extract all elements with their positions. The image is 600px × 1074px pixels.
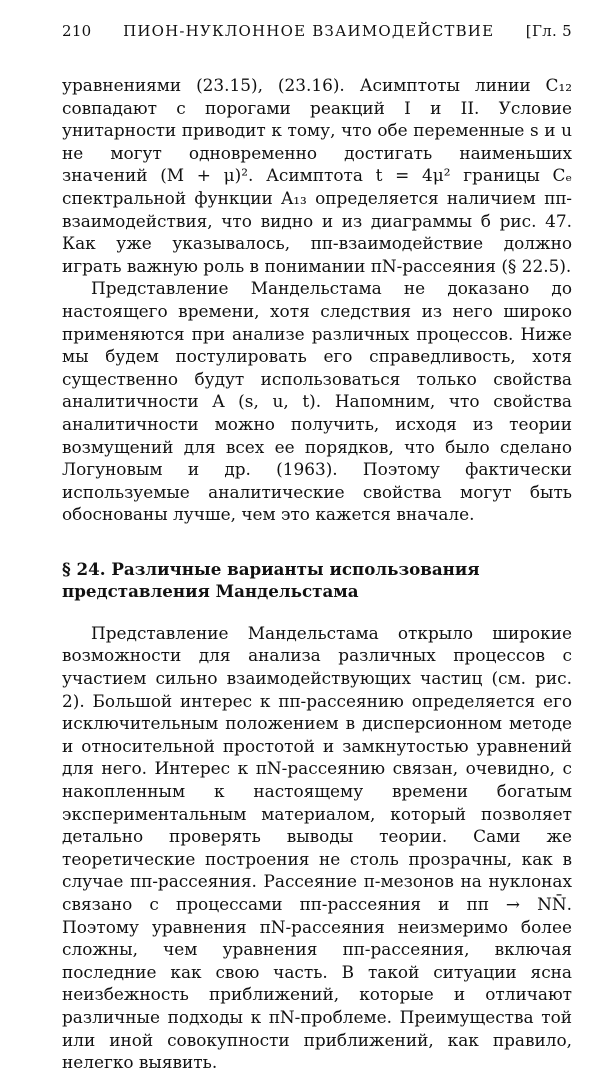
running-head	[62, 22, 572, 46]
paragraph-1: уравнениями (23.15), (23.16). Асимптоты линии C₁₂ совпадают с порогами реакций I и II. Условие унитарности приводит к тому, что обе переменные s и u не могут одновременно достигать наименьших значений (M + μ)². Асимптота t = 4μ² границы Cₑ спектральной функции A₁₃ определяется наличием ππ-взаимодействия, что видно и из диаграммы б рис. 47. Как уже указывалось, ππ-взаимодействие должно играть важную роль в понимании πN-рассеяния (§ 22.5).	[62, 75, 572, 276]
running-title: ПИОН-НУКЛОННОЕ ВЗАИМОДЕЙСТВИЕ	[123, 22, 495, 40]
page-number: 210	[62, 22, 92, 40]
paragraph-3: Представление Мандельстама открыло широкие возможности для анализа различных процессов с участием сильно взаимодействующих частиц (см. рис. 2). Большой интерес к ππ-рассеянию определяется его исключительным положением в дисперсионном методе и относительной простотой и замкнутостью уравнений для него. Интерес к πN-рассеянию связан, очевидно, с накопленным к настоящему времени богатым экспериментальным материалом, который позволяет детально проверять выводы теории. Сами же теоретические построения не столь прозрачны, как в случае ππ-рассеяния. Рассеяние π-мезонов на нуклонах связано с процессами ππ-рассеяния и ππ → NN̄. Поэтому уравнения πN-рассеяния неизмеримо более сложны, чем уравнения ππ-рассеяния, включая последние как свою часть. В такой ситуации ясна неизбежность приближений, которые и отличают различные подходы к πN-проблеме. Преимущества той или иной совокупности приближений, как правило, нелегко выявить.	[62, 622, 572, 1073]
section-heading: § 24. Различные варианты использования представления Мандельстама	[62, 558, 480, 601]
chapter-ref: [Гл. 5	[525, 22, 572, 40]
paragraph-2: Представление Мандельстама не доказано до настоящего времени, хотя следствия из него широко применяются при анализе различных процессов. Ниже мы будем постулировать его справедливость, хотя существенно будут использоваться только свойства аналитичности A (s, u, t). Напомним, что свойства аналитичности можно получить, исходя из теории возмущений для всех ее порядков, что было сделано Логуновым и др. (1963). Поэтому фактически используемые аналитические свойства могут быть обоснованы лучше, чем это кажется вначале.	[62, 278, 572, 525]
book-page	[62, 22, 572, 1074]
